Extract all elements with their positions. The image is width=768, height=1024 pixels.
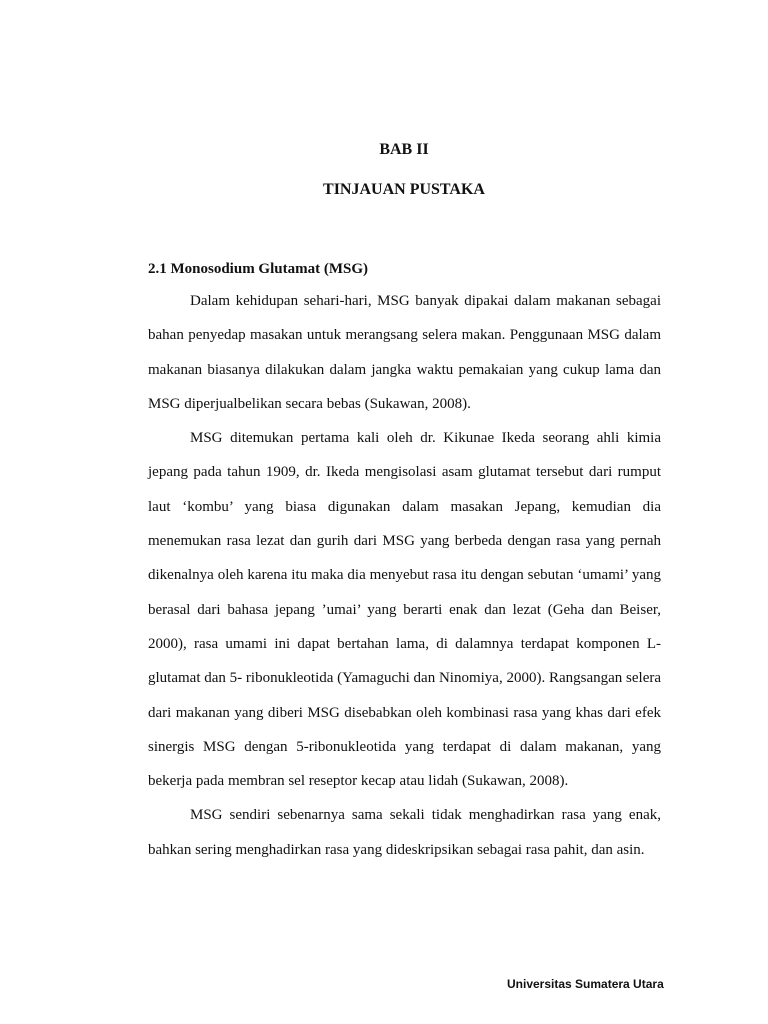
chapter-title: TINJAUAN PUSTAKA <box>323 181 485 198</box>
body-text <box>148 284 661 867</box>
section-heading: 2.1 Monosodium Glutamat (MSG) <box>148 261 369 277</box>
paragraph: MSG ditemukan pertama kali oleh dr. Kikunae Ikeda seorang ahli kimia jepang pada tahun 1909, dr. Ikeda mengisolasi asam glutamat tersebut dari rumput laut ‘kombu’ yang biasa digunakan dalam masakan Jepang, kemudian dia menemukan rasa lezat dan gurih dari MSG yang berbeda dengan rasa yang pernah dikenalnya oleh karena itu maka dia menyebut rasa itu dengan sebutan ‘umami’ yang berasal dari bahasa jepang ’umai’ yang berarti enak dan lezat (Geha dan Beiser, 2000), rasa umami ini dapat bertahan lama, di dalamnya terdapat komponen L-glutamat dan 5- ribonukleotida (Yamaguchi dan Ninomiya, 2000). Rangsangan selera dari makanan yang diberi MSG disebabkan oleh kombinasi rasa yang khas dari efek sinergis MSG dengan 5-ribonukleotida yang terdapat di dalam makanan, yang bekerja pada membran sel reseptor kecap atau lidah (Sukawan, 2008). <box>148 430 661 790</box>
paragraph: Dalam kehidupan sehari-hari, MSG banyak dipakai dalam makanan sebagai bahan penyedap masakan untuk merangsang selera makan. Penggunaan MSG dalam makanan biasanya dilakukan dalam jangka waktu pemakaian yang cukup lama dan MSG diperjualbelikan secara bebas (Sukawan, 2008). <box>148 293 661 412</box>
chapter-number: BAB II <box>379 141 429 158</box>
university-footer: Universitas Sumatera Utara <box>507 977 664 991</box>
paragraph: MSG sendiri sebenarnya sama sekali tidak menghadirkan rasa yang enak, bahkan sering menghadirkan rasa yang dideskripsikan sebagai rasa pahit, dan asin. <box>148 807 661 858</box>
